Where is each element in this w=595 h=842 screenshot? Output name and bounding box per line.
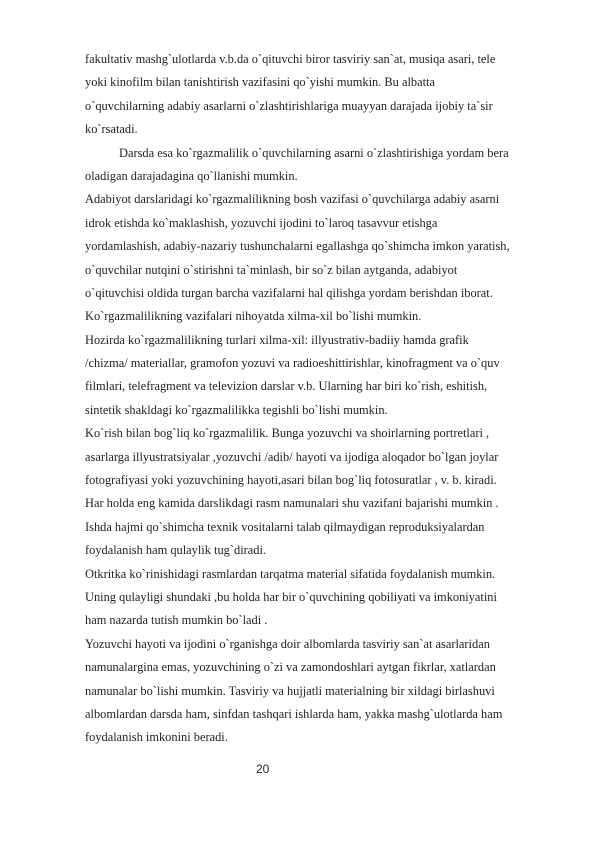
text-line: sintetik shakldagi ko`rgazmalilikka tegishli bo`lishi mumkin. (85, 402, 388, 417)
text-line: filmlari, telefragment va televizion darslar v.b. Ularning har biri ko`rish, eshitish, (85, 379, 488, 394)
text-line: Ko`rgazmalilikning vazifalari nihoyatda xilma-xil bo`lishi mumkin. (85, 309, 422, 324)
text-line: Ishda hajmi qo`shimcha texnik vositalarni talab qilmaydigan reproduksiyalardan (85, 519, 485, 534)
text-line: Hozirda ko`rgazmalilikning turlari xilma-xil: illyustrativ-badiiy hamda grafik (85, 332, 469, 347)
text-line: namunalargina emas, yozuvchining o`zi va zamondoshlari aytgan fikrlar, xatlardan (85, 660, 496, 675)
text-line: idrok etishda ko`maklashish, yozuvchi ijodini to`laroq tasavvur etishga (85, 215, 438, 230)
text-line: o`qituvchisi oldida turgan barcha vazifalarni hal qilishga yordam berishdan iborat. (85, 285, 493, 300)
text-line: ko`rsatadi. (85, 122, 138, 137)
text-line: Otkritka ko`rinishidagi rasmlardan tarqatma material sifatida foydalanish mumkin. (85, 566, 496, 581)
text-line: Ko`rish bilan bog`liq ko`rgazmalilik. Bunga yozuvchi va shoirlarning portretlari , (85, 426, 490, 441)
text-line: albomlardan darsda ham, sinfdan tashqari ishlarda ham, yakka mashg`ulotlarda ham (85, 706, 503, 721)
text-line: asarlarga illyustratsiyalar ,yozuvchi /adib/ hayoti va ijodiga aloqador bo`lgan joylar (85, 449, 499, 464)
text-line: Uning qulayligi shundaki ,bu holda har bir o`quvchining qobiliyati va imkoniyatini (85, 589, 497, 604)
text-line: o`quvchilar nutqini o`stirishni ta`minlash, bir so`z bilan aytganda, adabiyot (85, 262, 458, 277)
text-line: /chizma/ materiallar, gramofon yozuvi va radioeshittirishlar, kinofragment va o`quv (85, 356, 500, 371)
text-line: Yozuvchi hayoti va ijodini o`rganishga doir albomlarda tasviriy san`at asarlaridan (85, 636, 490, 651)
text-line: ham nazarda tutish mumkin bo`ladi . (85, 613, 268, 628)
text-line: fakultativ mashg`ulotlarda v.b.da o`qituvchi biror tasviriy san`at, musiqa asari, tele (85, 52, 496, 66)
text-line: namunalar bo`lishi mumkin. Tasviriy va hujjatli materialning bir xildagi birlashuvi (85, 683, 495, 698)
text-line: o`quvchilarning adabiy asarlarni o`zlashtirishlariga muayyan darajada ijobiy ta`sir (85, 98, 493, 113)
text-line: yoki kinofilm bilan tanishtirish vazifasini qo`yishi mumkin. Bu albatta (85, 75, 435, 90)
text-line: Adabiyot darslaridagi ko`rgazmalilikning bosh vazifasi o`quvchilarga adabiy asarni (85, 192, 500, 207)
text-line: oladigan darajadagina qo`llanishi mumkin. (85, 168, 298, 183)
text-line: fotografiyasi yoki yozuvchining hayoti,asari bilan bog`liq fotosuratlar , v. b. kiradi. (85, 473, 497, 488)
text-line: foydalanish ham qulaylik tug`diradi. (85, 543, 267, 558)
text-line: Har holda eng kamida darslikdagi rasm namunalari shu vazifani bajarishi mumkin . (85, 496, 499, 511)
text-line: Darsda esa ko`rgazmalilik o`quvchilarning asarni o`zlashtirishiga yordam bera (119, 145, 509, 160)
body-text (85, 48, 585, 750)
text-line: yordamlashish, adabiy-nazariy tushunchalarni egallashga qo`shimcha imkon yaratish, (85, 239, 510, 254)
page-number: 20 (256, 762, 270, 776)
text-line: foydalanish imkonini beradi. (85, 730, 228, 745)
